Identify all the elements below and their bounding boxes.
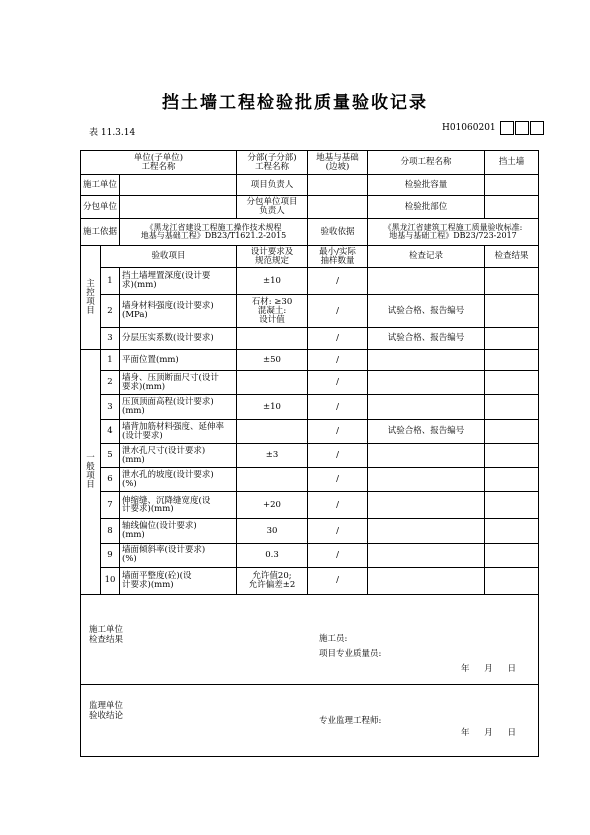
code-box-2[interactable]: [515, 121, 529, 135]
item-sample[interactable]: /: [308, 543, 368, 567]
month-label: 月: [484, 663, 493, 674]
item-record[interactable]: [368, 567, 485, 594]
item-requirement: 0.3: [237, 543, 308, 567]
col-result: 检查结果: [485, 246, 539, 268]
item-sample[interactable]: /: [308, 395, 368, 420]
item-record[interactable]: [368, 543, 485, 567]
item-result[interactable]: [485, 420, 539, 444]
item-name: 墙身、压顶断面尺寸(设计 要求)(mm): [120, 371, 237, 395]
item-record[interactable]: [368, 444, 485, 468]
subcontractor-label: 分包单位: [81, 196, 120, 219]
item-name: 伸缩缝、沉降缝宽度(设 计要求)(mm): [120, 492, 237, 519]
header-row-3: [81, 196, 539, 219]
general-group: 一 般 项 目: [81, 350, 101, 594]
month-label: 月: [484, 727, 493, 738]
constructor-signature: 施工员:: [319, 633, 348, 644]
capacity-value[interactable]: [485, 175, 539, 196]
row-number: 2: [101, 371, 120, 395]
basis-value: 《黑龙江省建设工程施工操作技术规程 地基与基础工程》DB23/T1621.2-2015: [120, 219, 308, 246]
page-title: 挡土墙工程检验批质量验收记录: [162, 93, 428, 113]
column-header-row: [81, 246, 539, 268]
item-requirement: 石材: ≥30 混凝土: 设计值: [237, 295, 308, 328]
supervision-check-label: 监理单位 验收结论: [89, 700, 124, 721]
row-number: 1: [101, 350, 120, 371]
constructor-value[interactable]: [120, 175, 237, 196]
header-row-4: [81, 219, 539, 246]
item-name: 泄水孔的坡度(设计要求) (%): [120, 468, 237, 492]
capacity-label: 检验批容量: [368, 175, 485, 196]
table-row: [81, 295, 539, 328]
col-requirement: 设计要求及 规范规定: [237, 246, 308, 268]
item-sample[interactable]: /: [308, 371, 368, 395]
item-requirement: ±50: [237, 350, 308, 371]
supervision-date: [461, 729, 528, 738]
item-result[interactable]: [485, 492, 539, 519]
item-result[interactable]: [485, 519, 539, 543]
basis-label: 施工依据: [81, 219, 120, 246]
col-sample: 最小/实际 抽样数量: [308, 246, 368, 268]
item-name: 墙背加筋材料强度、延伸率 (设计要求): [120, 420, 237, 444]
sub-pm-label: 分包单位项目 负责人: [237, 196, 308, 219]
location-label: 检验批部位: [368, 196, 485, 219]
construction-check-label: 施工单位 检查结果: [89, 624, 124, 645]
item-sample[interactable]: /: [308, 420, 368, 444]
construction-check-cell[interactable]: [81, 594, 539, 684]
item-sample[interactable]: /: [308, 350, 368, 371]
row-number: 10: [101, 567, 120, 594]
table-row: [81, 519, 539, 543]
main-control-group: 主 控 项 目: [81, 246, 101, 350]
item-sample[interactable]: /: [308, 444, 368, 468]
item-result[interactable]: [485, 395, 539, 420]
item-name: 分层压实系数(设计要求): [120, 328, 237, 350]
item-name: 轴线偏位(设计要求) (mm): [120, 519, 237, 543]
construction-check-row: [81, 594, 539, 684]
item-result[interactable]: [485, 543, 539, 567]
item-requirement: [237, 468, 308, 492]
row-number: 2: [101, 295, 120, 328]
item-sample[interactable]: /: [308, 295, 368, 328]
item-sample[interactable]: /: [308, 268, 368, 295]
item-name: 挡土墙埋置深度(设计要 求)(mm): [120, 268, 237, 295]
item-sample[interactable]: /: [308, 468, 368, 492]
table-row: [81, 420, 539, 444]
code-box-1[interactable]: [500, 121, 514, 135]
constructor-label: 施工单位: [81, 175, 120, 196]
day-label: 日: [507, 663, 516, 674]
item-requirement: ±10: [237, 395, 308, 420]
year-label: 年: [461, 727, 470, 738]
quality-officer-signature: 项目专业质量员:: [319, 648, 382, 659]
table-row: [81, 350, 539, 371]
row-number: 7: [101, 492, 120, 519]
accept-basis-label: 验收依据: [308, 219, 368, 246]
supervision-check-cell[interactable]: [81, 684, 539, 756]
subcontractor-value[interactable]: [120, 196, 237, 219]
item-result[interactable]: [485, 295, 539, 328]
item-result[interactable]: [485, 444, 539, 468]
item-requirement: ±3: [237, 444, 308, 468]
table-row: [81, 328, 539, 350]
item-name: 墙面平整度(砼)(设 计要求)(mm): [120, 567, 237, 594]
item-record[interactable]: [368, 468, 485, 492]
item-name: 压顶顶面高程(设计要求) (mm): [120, 395, 237, 420]
item-result[interactable]: [485, 268, 539, 295]
item-record[interactable]: [368, 371, 485, 395]
col-record: 检查记录: [368, 246, 485, 268]
item-requirement: [237, 371, 308, 395]
table-row: [81, 395, 539, 420]
table-row: [81, 567, 539, 594]
table-row: [81, 444, 539, 468]
code-box-3[interactable]: [530, 121, 544, 135]
item-record[interactable]: 试验合格、报告编号: [368, 295, 485, 328]
row-number: 6: [101, 468, 120, 492]
item-name-value[interactable]: 挡土墙: [485, 151, 539, 175]
table-number: 表 11.3.14: [89, 128, 136, 138]
supervision-check-row: [81, 684, 539, 756]
pm-label: 项目负责人: [237, 175, 308, 196]
acceptance-record-table: [80, 150, 539, 757]
item-sample[interactable]: /: [308, 492, 368, 519]
item-requirement: ±10: [237, 268, 308, 295]
item-name: 墙身材料强度(设计要求) (MPa): [120, 295, 237, 328]
item-result[interactable]: [485, 567, 539, 594]
form-code-area: [442, 121, 544, 135]
item-name: 墙面倾斜率(设计要求) (%): [120, 543, 237, 567]
item-sample[interactable]: /: [308, 519, 368, 543]
header-row-1: [81, 151, 539, 175]
row-number: 1: [101, 268, 120, 295]
item-sample[interactable]: /: [308, 328, 368, 350]
item-result[interactable]: [485, 350, 539, 371]
col-item: 验收项目: [101, 246, 237, 268]
form-code: H01060201: [442, 123, 496, 133]
item-name-label: 分项工程名称: [368, 151, 485, 175]
item-record[interactable]: [368, 350, 485, 371]
item-result[interactable]: [485, 328, 539, 350]
day-label: 日: [507, 727, 516, 738]
item-record[interactable]: [368, 492, 485, 519]
item-result[interactable]: [485, 468, 539, 492]
row-number: 9: [101, 543, 120, 567]
item-requirement: [237, 420, 308, 444]
item-sample[interactable]: /: [308, 567, 368, 594]
item-requirement: +20: [237, 492, 308, 519]
accept-basis-value: 《黑龙江省建筑工程施工质量验收标准: 地基与基础工程》DB23/723-2017: [368, 219, 539, 246]
item-requirement: [237, 328, 308, 350]
header-row-2: [81, 175, 539, 196]
item-name: 泄水孔尺寸(设计要求) (mm): [120, 444, 237, 468]
table-row: [81, 371, 539, 395]
row-number: 5: [101, 444, 120, 468]
item-record[interactable]: 试验合格、报告编号: [368, 328, 485, 350]
sub-project-value[interactable]: 地基与基础 (边坡): [308, 151, 368, 175]
row-number: 3: [101, 395, 120, 420]
construction-date: [461, 665, 528, 674]
location-value[interactable]: [485, 196, 539, 219]
item-name: 平面位置(mm): [120, 350, 237, 371]
unit-label: 单位(子单位) 工程名称: [81, 151, 237, 175]
item-result[interactable]: [485, 371, 539, 395]
item-record[interactable]: 试验合格、报告编号: [368, 420, 485, 444]
supervisor-signature: 专业监理工程师:: [319, 715, 382, 726]
table-row: [81, 268, 539, 295]
item-requirement: 30: [237, 519, 308, 543]
table-row: [81, 468, 539, 492]
table-row: [81, 492, 539, 519]
pm-value[interactable]: [308, 175, 368, 196]
row-number: 8: [101, 519, 120, 543]
item-record[interactable]: [368, 519, 485, 543]
item-record[interactable]: [368, 395, 485, 420]
sub-project-label: 分部(子分部) 工程名称: [237, 151, 308, 175]
row-number: 3: [101, 328, 120, 350]
sub-pm-value[interactable]: [308, 196, 368, 219]
item-requirement: 允许值20; 允许偏差±2: [237, 567, 308, 594]
year-label: 年: [461, 663, 470, 674]
item-record[interactable]: [368, 268, 485, 295]
table-row: [81, 543, 539, 567]
row-number: 4: [101, 420, 120, 444]
